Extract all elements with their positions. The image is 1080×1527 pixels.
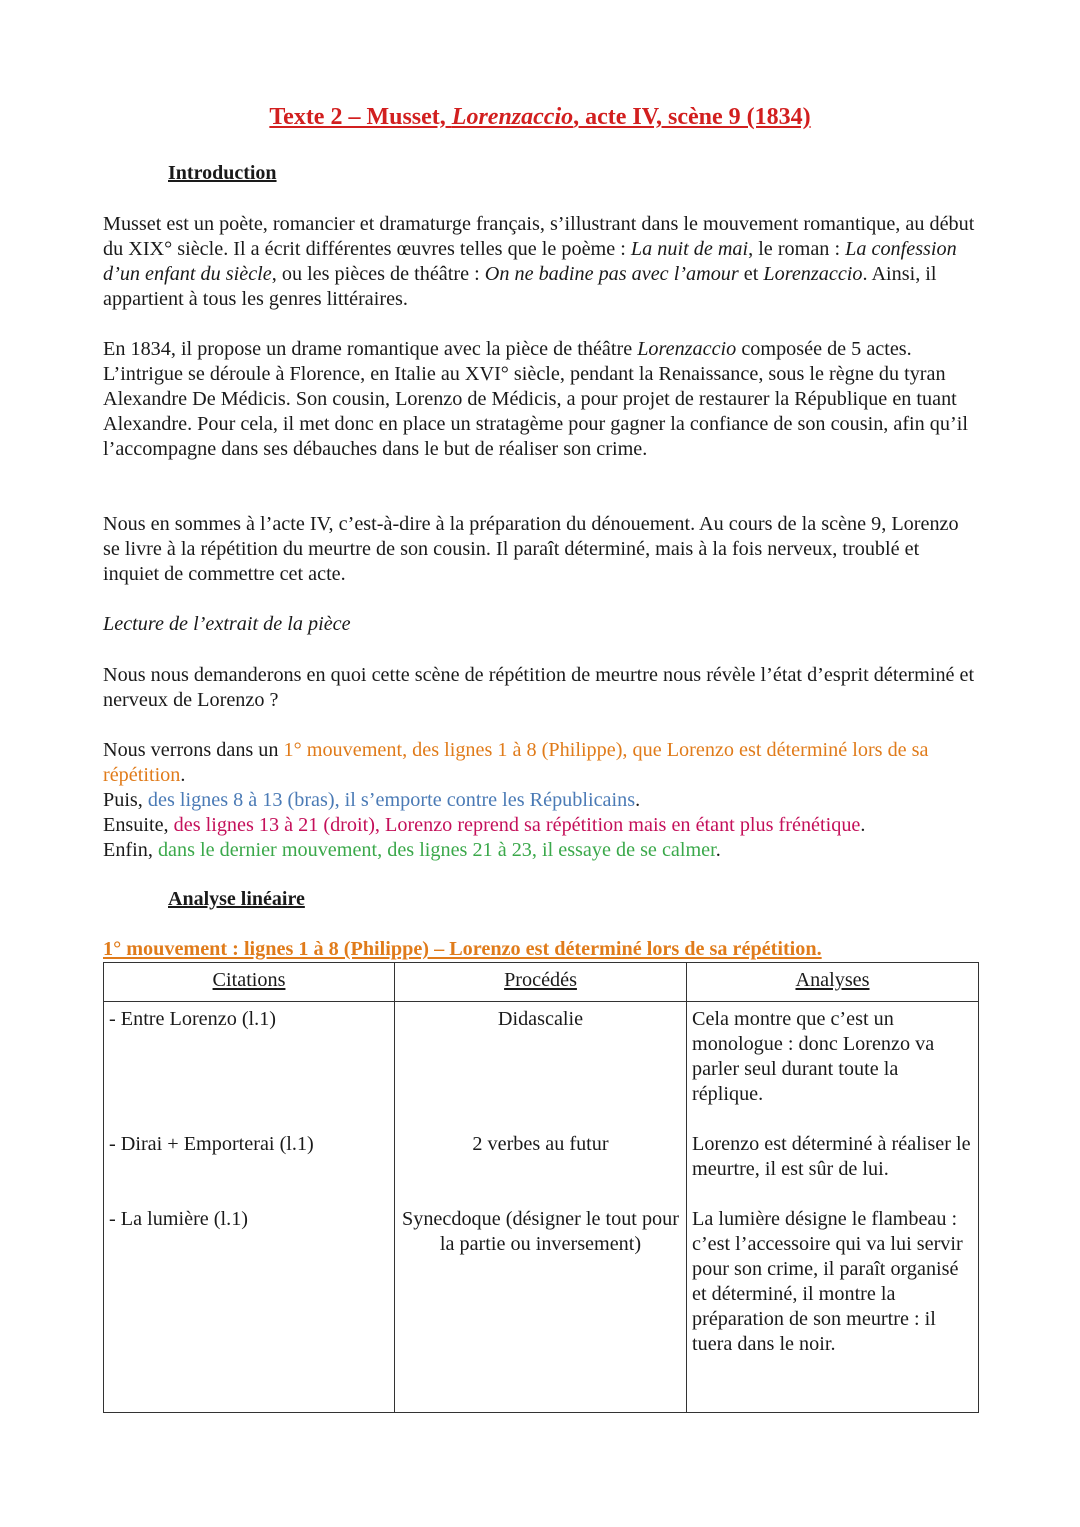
plan-movement-3: des lignes 13 à 21 (droit), Lorenzo reprend sa répétition mais en étant plus frénétique: [173, 814, 861, 836]
reading-note: Lecture de l’extrait de la pièce: [103, 613, 351, 635]
table-row: [104, 1202, 979, 1413]
intro-heading: Introduction: [168, 162, 277, 184]
column-header-procedes: Procédés: [395, 963, 687, 1002]
citation-cell: - Entre Lorenzo (l.1): [104, 1002, 395, 1128]
plan-movement-2: des lignes 8 à 13 (bras), il s’emporte contre les Républicains: [147, 789, 636, 811]
analysis-heading: Analyse linéaire: [168, 888, 305, 910]
plan-movement-4: dans le dernier mouvement, des lignes 21 à 23, il essaye de se calmer: [157, 839, 716, 861]
citation-cell: - Dirai + Emporterai (l.1): [104, 1127, 395, 1202]
procede-cell: Didascalie: [395, 1002, 687, 1128]
intro-paragraph-1: Musset est un poète, romancier et dramaturge français, s’illustrant dans le mouvement romantique, au début du XIX° siècle. Il a écrit différentes œuvres telles que le poème : La nuit de mai, le roman : La confession d’un enfant du siècle, ou les pièces de théâtre : On ne badine pas avec l’amour et Lorenzaccio. Ainsi, il appartient à tous les genres littéraires.: [103, 213, 975, 310]
procede-cell: 2 verbes au futur: [395, 1127, 687, 1202]
analyse-cell: Cela montre que c’est un monologue : donc Lorenzo va parler seul durant toute la réplique.: [687, 1002, 979, 1128]
movement-1-heading: 1° mouvement : lignes 1 à 8 (Philippe) – Lorenzo est déterminé lors de sa répétition.: [103, 938, 822, 960]
plan-paragraph: Nous verrons dans un 1° mouvement, des lignes 1 à 8 (Philippe), que Lorenzo est déterminé lors de sa répétition. Puis, des lignes 8 à 13 (bras), il s’emporte contre les Républicains. Ensuite, des lignes 13 à 21 (droit), Lorenzo reprend sa répétition mais en étant plus frénétique. Enfin, dans le dernier mouvement, des lignes 21 à 23, il essaye de se calmer.: [103, 739, 929, 861]
column-header-analyses: Analyses: [687, 963, 979, 1002]
analysis-table: [103, 962, 979, 1413]
table-row: [104, 1127, 979, 1202]
document-title: Texte 2 – Musset, Lorenzaccio, acte IV, scène 9 (1834): [269, 104, 811, 130]
intro-paragraph-3: Nous en sommes à l’acte IV, c’est-à-dire à la préparation du dénouement. Au cours de la scène 9, Lorenzo se livre à la répétition du meurtre de son cousin. Il paraît déterminé, mais à la fois nerveux, troublé et inquiet de commettre cet acte.: [103, 513, 959, 585]
table-row: [104, 1002, 979, 1128]
problematique: Nous nous demanderons en quoi cette scène de répétition de meurtre nous révèle l’état d’esprit déterminé et nerveux de Lorenzo ?: [103, 664, 975, 711]
intro-paragraph-2: En 1834, il propose un drame romantique avec la pièce de théâtre Lorenzaccio composée de 5 actes. L’intrigue se déroule à Florence, en Italie au XVI° siècle, pendant la Renaissance, sous le règne du tyran Alexandre De Médicis. Son cousin, Lorenzo de Médicis, a pour projet de restaurer la République en tuant Alexandre. Pour cela, il met donc en place un stratagème pour gagner la confiance de son cousin, afin qu’il l’accompagne dans ses débauches dans le but de réaliser son crime.: [103, 338, 968, 460]
procede-cell: Synecdoque (désigner le tout pour la partie ou inversement): [395, 1202, 687, 1413]
plan-movement-1: 1° mouvement, des lignes 1 à 8 (Philippe), que Lorenzo est déterminé lors de sa répétition: [103, 739, 929, 786]
analyse-cell: La lumière désigne le flambeau : c’est l’accessoire qui va lui servir pour son crime, il paraît organisé et déterminé, il montre la préparation de son meurtre : il tuera dans le noir.: [687, 1202, 979, 1413]
column-header-citations: Citations: [104, 963, 395, 1002]
citation-cell: - La lumière (l.1): [104, 1202, 395, 1413]
analyse-cell: Lorenzo est déterminé à réaliser le meurtre, il est sûr de lui.: [687, 1127, 979, 1202]
